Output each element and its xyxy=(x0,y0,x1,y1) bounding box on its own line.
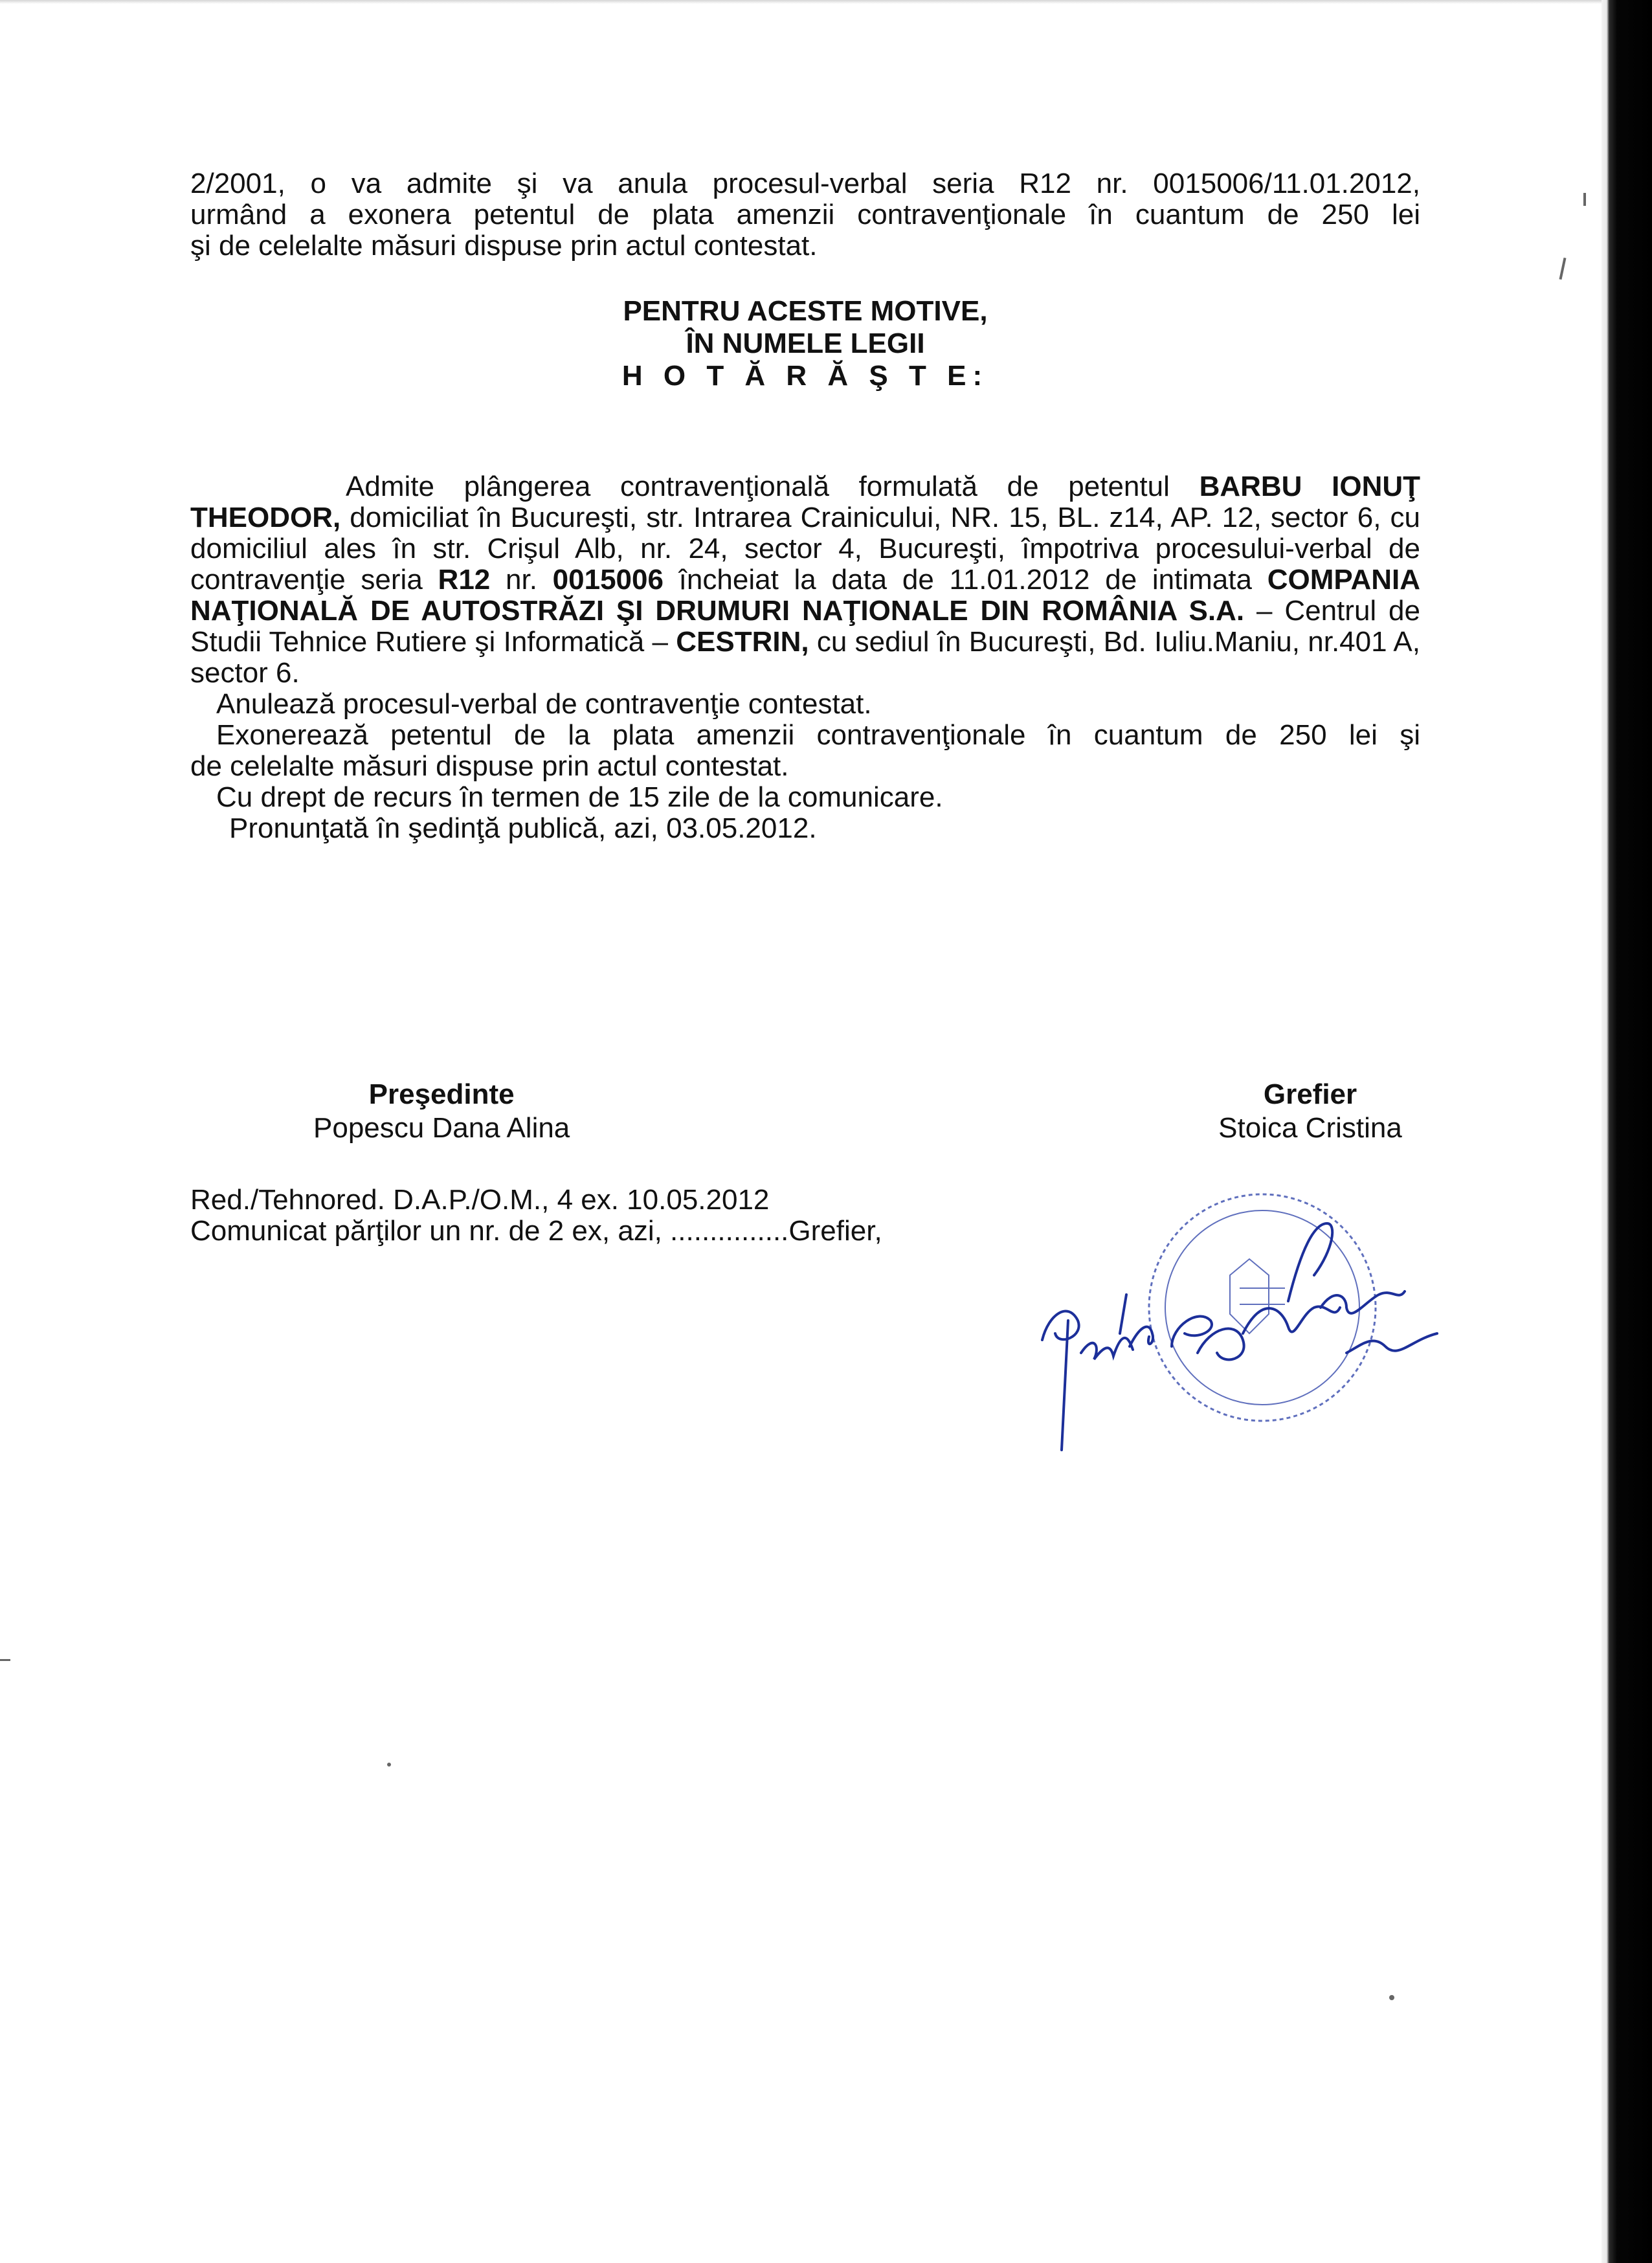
scan-speck xyxy=(0,1659,10,1661)
intro-line-2: urmând a exonera petentul de plata amenzii contravenţionale în cuantum de 250 lei xyxy=(190,199,1420,230)
scan-top-shade xyxy=(0,0,1602,4)
president-title: Preşedinte xyxy=(368,1078,515,1110)
verdict-exonerate-line-2: de celelalte măsuri dispuse prin actul contestat. xyxy=(190,750,789,782)
president-name: Popescu Dana Alina xyxy=(313,1112,570,1144)
scan-speck xyxy=(1583,193,1586,206)
clerk-signature xyxy=(1200,1078,1420,1145)
intro-line-3: şi de celelalte măsuri dispuse prin actul contestat. xyxy=(190,230,818,262)
petitioner-name: BARBU IONUŢ THEODOR, xyxy=(190,471,1420,533)
verdict-annul: Anulează procesul-verbal de contravenţie contestat. xyxy=(216,688,872,720)
heading-line-3: H O T Ă R Ă Ş T E: xyxy=(621,360,989,392)
verdict-exonerate-line-1: Exonerează petentul de la plata amenzii contravenţionale în cuantum de 250 lei şi xyxy=(216,719,1420,751)
intro-line-1: 2/2001, o va admite şi va anula procesul-verbal seria R12 nr. 0015006/11.01.2012, xyxy=(190,168,1420,199)
heading-line-2: ÎN NUMELE LEGII xyxy=(686,328,925,359)
communication-note: Comunicat părţilor un nr. de 2 ex, azi, ...............Grefier, xyxy=(190,1215,882,1247)
clerk-title: Grefier xyxy=(1263,1078,1357,1110)
admit-text-c: nr. xyxy=(490,564,553,596)
handwritten-signature-icon xyxy=(1042,1223,1437,1450)
admit-text-b: domiciliat în Bucureşti, str. Intrarea Crainicului, NR. 15, BL. z14, AP. 12, sector 6, cu domiciliul ales în str. Crişul Alb, nr. 24, sector 4, Bucureşti, împotriva procesului-verbal de contravenţie seria xyxy=(190,502,1420,596)
admit-text-d: încheiat la data de 11.01.2012 de intimata xyxy=(663,564,1267,596)
conformity-stamp-and-signature xyxy=(984,1139,1476,1476)
nr-value: 0015006 xyxy=(552,564,664,596)
admit-text-f: cu sediul în Bucureşti, Bd. Iuliu.Maniu, nr.401 A, sector 6. xyxy=(190,626,1420,689)
respondent-company: COMPANIA NAŢIONALĂ DE AUTOSTRĂZI ŞI DRUMURI NAŢIONALE DIN ROMÂNIA S.A. xyxy=(190,564,1420,627)
admit-text-a: Admite plângerea contravenţională formulată de petentul xyxy=(346,471,1200,502)
verdict-paragraph-admit xyxy=(190,471,1420,689)
heading-line-1: PENTRU ACESTE MOTIVE, xyxy=(623,295,988,327)
seria-value: R12 xyxy=(438,564,491,596)
scan-edge-band xyxy=(1602,0,1652,2263)
document-body xyxy=(190,168,1420,844)
verdict-appeal: Cu drept de recurs în termen de 15 zile de la comunicare. xyxy=(216,781,943,813)
scan-speck xyxy=(1559,258,1567,280)
scan-speck xyxy=(387,1763,391,1767)
verdict-pronounced: Pronunţată în şedinţă publică, azi, 03.05.2012. xyxy=(229,812,817,844)
editorial-note: Red./Tehnored. D.A.P./O.M., 4 ex. 10.05.2012 xyxy=(190,1184,770,1216)
cestrin-label: CESTRIN, xyxy=(676,626,809,658)
round-seal-icon xyxy=(1149,1194,1376,1421)
verdict-heading xyxy=(190,295,1420,392)
scan-speck xyxy=(1389,1995,1394,2000)
document-footer xyxy=(190,1185,1097,1247)
admit-text-e: – Centrul de Studii Tehnice Rutiere şi Informatică – xyxy=(190,595,1420,658)
president-signature xyxy=(313,1078,570,1145)
clerk-name: Stoica Cristina xyxy=(1218,1112,1402,1144)
